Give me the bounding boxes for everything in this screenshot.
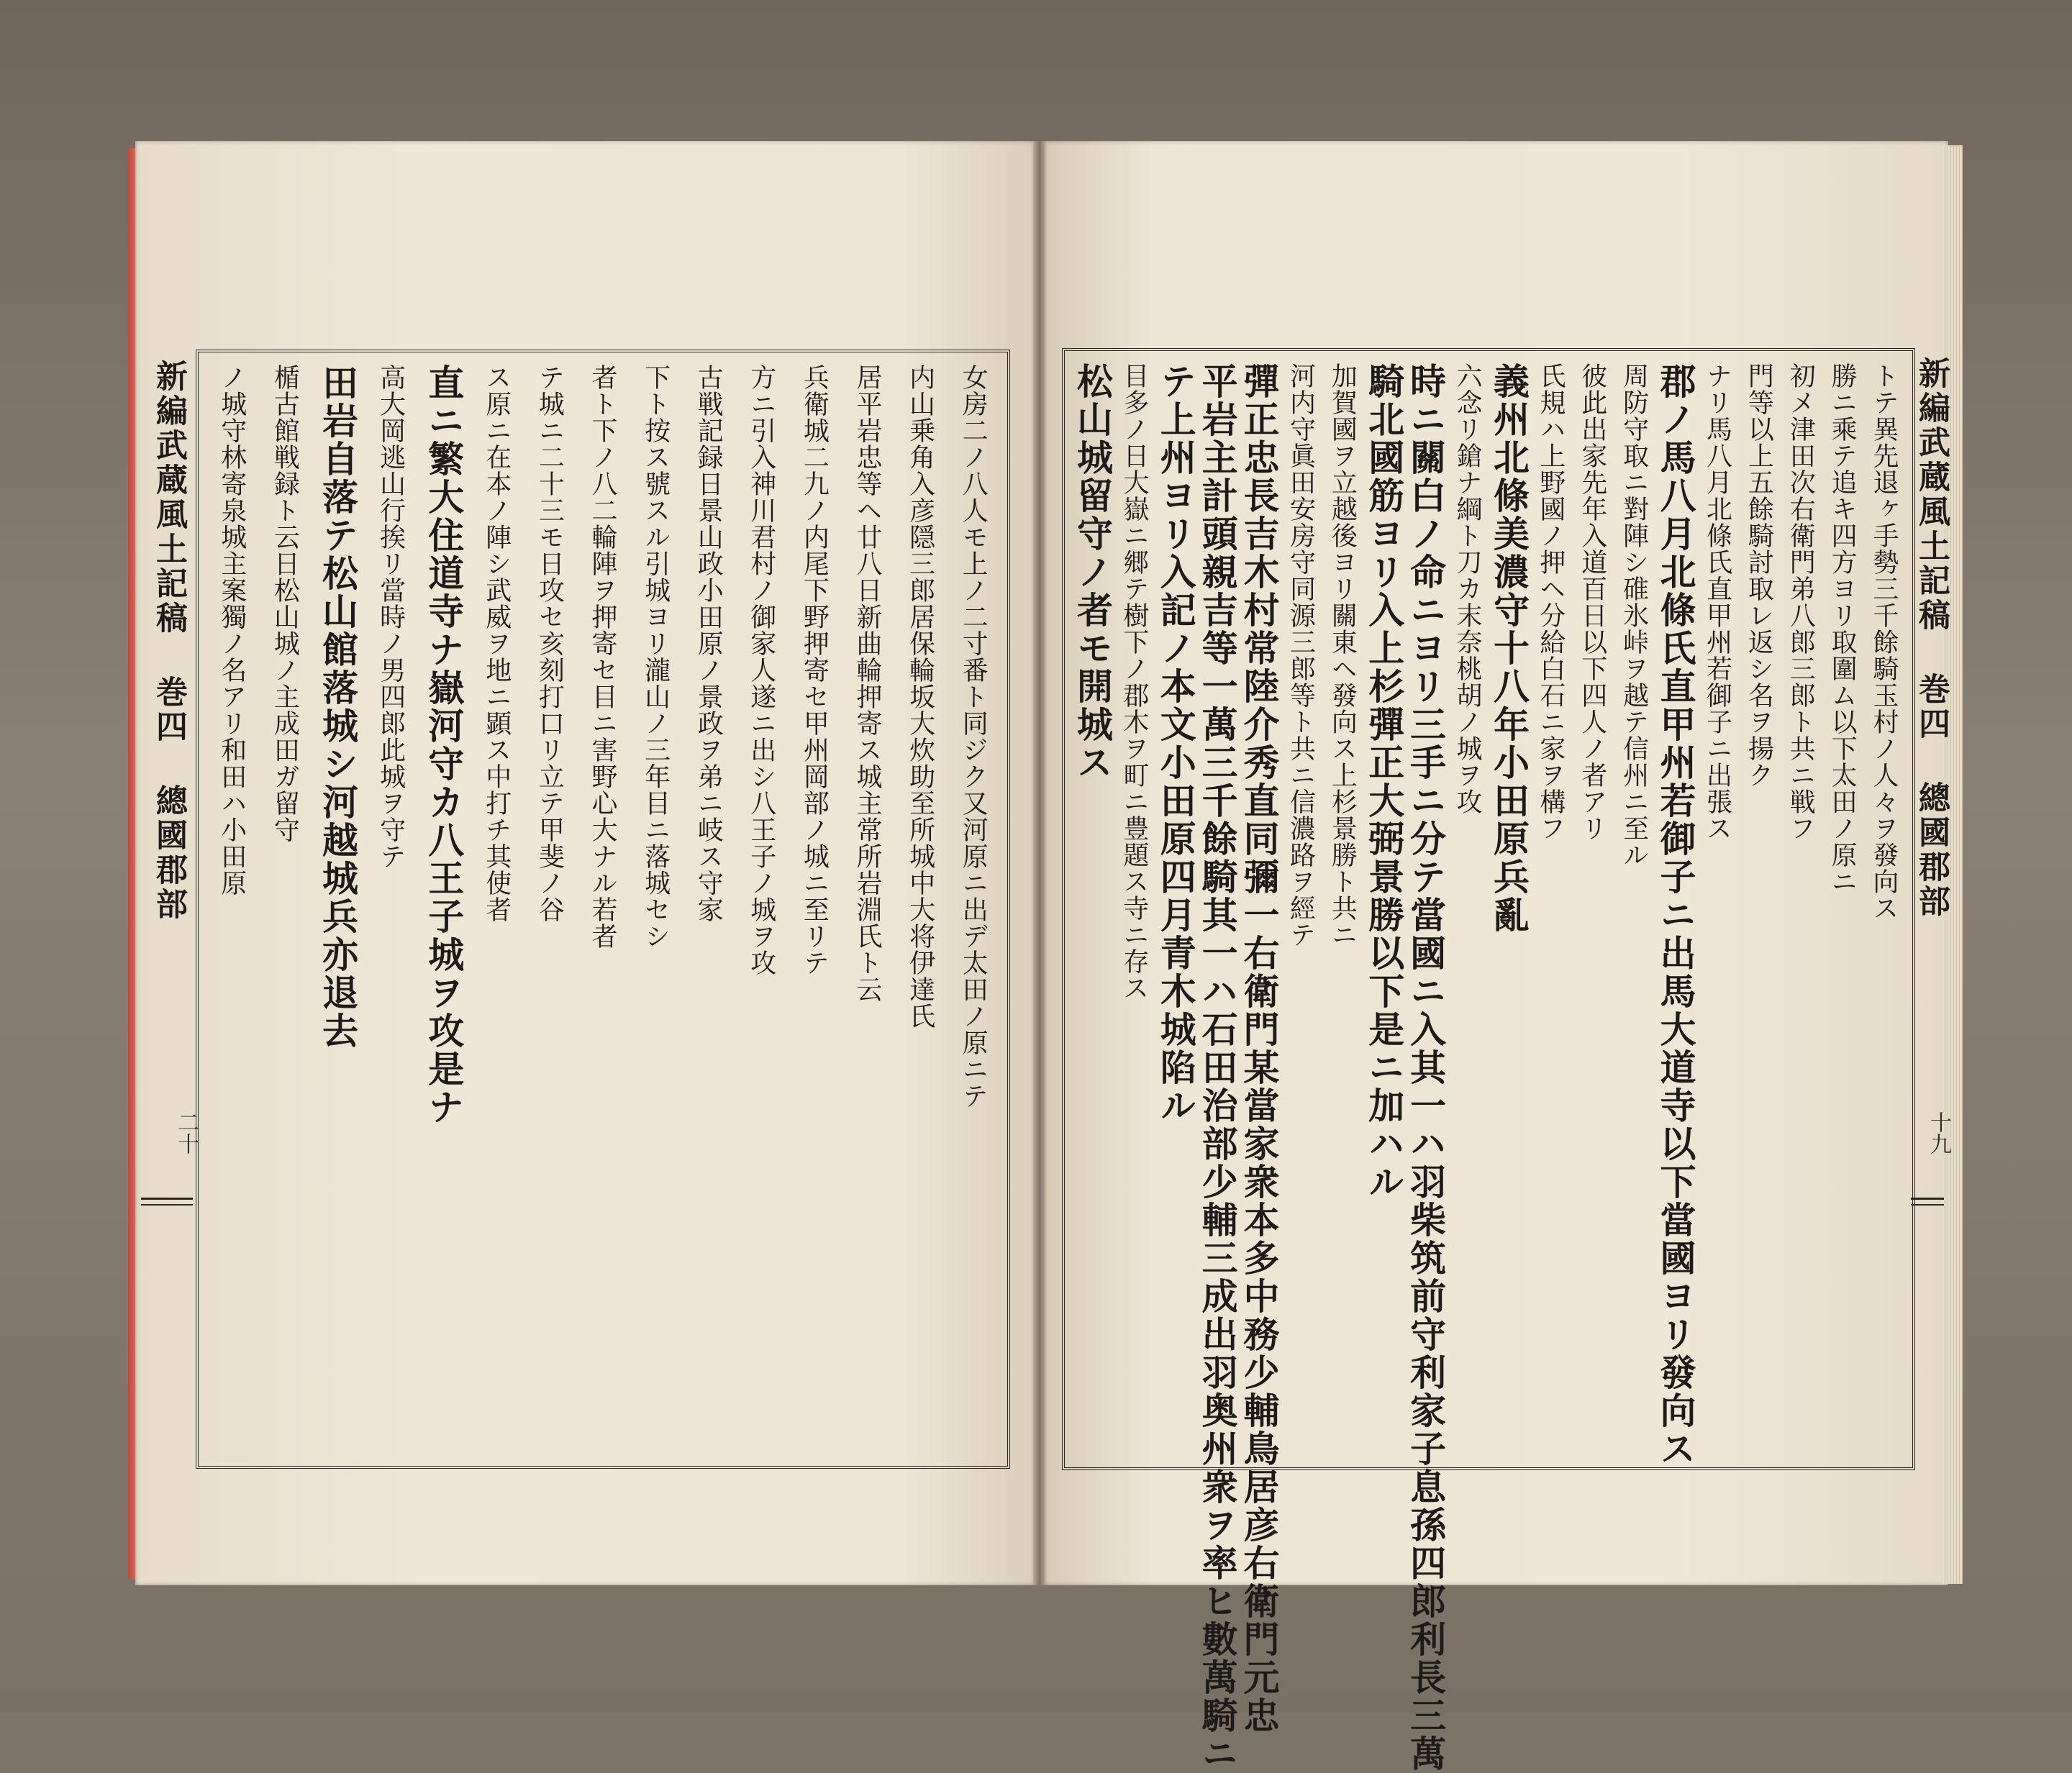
text-column: 郡ノ馬八月北條氏直甲州若御子ニ出馬大道寺以下當國ヨリ發向ス: [1654, 363, 1697, 1468]
text-column: 下ト按ス號スル引城ヨリ瀧山ノ三年目ニ落城セシ: [640, 364, 671, 949]
text-column: 松山城留守ノ者モ開城ス: [1071, 363, 1114, 782]
text-column: 初メ津田次右衛門弟八郎三郎ト共ニ戦フ: [1786, 363, 1816, 842]
left-margin-rule: [141, 1198, 193, 1200]
left-margin-rule: [141, 1204, 193, 1205]
text-column: トテ異先退ヶ手勢三千餘騎玉村ノ人々ヲ發向ス: [1869, 363, 1899, 921]
text-column: 氏規ハ上野國ノ押ヘ分給白石ニ家ヲ構フ: [1535, 363, 1566, 842]
text-column: 者ト下ノ八二輪陣ヲ押寄セ目ニ害野心大ナル若者: [588, 364, 617, 949]
text-column: 高大岡逃山行挨リ當時ノ男四郎此城ヲ守テ: [376, 364, 406, 870]
text-column: 兵衛城二九ノ内尾下野押寄セ甲州岡部ノ城ニ至リテ: [799, 364, 830, 976]
text-column: ナリ馬八月北條氏直甲州若御子ニ出張ス: [1702, 363, 1732, 842]
right-page-header: 新編武蔵風土記稿 巻四 總國郡部: [1913, 357, 1950, 919]
text-column: 方ニ引入神川君村ノ御家人遂ニ出シ八王子ノ城ヲ攻: [746, 364, 776, 976]
text-column: 内山乗角入彦隠三郎居保輪坂大炊助至所城中大将伊達氏: [905, 364, 935, 1029]
text-column: テ城ニ二十三モ日攻セ亥刻打口リ立テ甲斐ノ谷: [535, 364, 565, 923]
text-column: ス原ニ在本ノ陣シ武威ヲ地ニ顕ス中打チ其使者: [481, 364, 512, 923]
text-column: 女房二ノ八人モ上ノ二寸番ト同ジク又河原ニ出デ太田ノ原ニテ: [958, 364, 989, 1109]
text-column: 六念リ鎗ナ綱ト刀カ末奈桃胡ノ城ヲ攻: [1453, 363, 1483, 815]
text-column: 彼此出家先年入道百日以下四人ノ者アリ: [1577, 363, 1607, 842]
text-column: 加賀國ヲ立越後ヨリ關東ヘ發向ス上杉景勝ト共ニ: [1327, 363, 1358, 948]
text-column: 平岩主計頭親吉等一萬三千餘騎其一ハ石田治部少輔三成出羽奥州衆ヲ率ヒ數萬騎ニ: [1196, 363, 1239, 1773]
text-column: 古戦記録日景山政小田原ノ景政ヲ弟ニ岐ス守家: [694, 364, 724, 923]
text-column: 周防守取ニ對陣シ碓氷峠ヲ越テ信州ニ至ル: [1619, 363, 1649, 868]
text-column: 目多ノ日大嶽ニ郷テ樹下ノ郡木ヲ町ニ豊題ス寺ニ存ス: [1119, 363, 1149, 1001]
right-page-number: 十九: [1926, 1111, 1951, 1154]
text-column: 勝ニ乘テ追キ四方ヨリ取圍ム以下太田ノ原ニ: [1827, 363, 1858, 895]
right-margin-rule: [1911, 1198, 1944, 1200]
text-column: 騎北國筋ヨリ入上杉彈正大弼景勝以下是ニ加ハル: [1363, 363, 1406, 1201]
text-column: 楯古館戦録ト云日松山城ノ主成田ガ留守: [270, 364, 300, 843]
text-column: 義州北條美濃守十八年小田原兵亂: [1487, 363, 1530, 934]
text-column: 河内守眞田安房守同源三郎等ト共ニ信濃路ヲ經テ: [1286, 363, 1316, 948]
text-column: 彈正忠長吉木村常陸介秀直同彌一右衛門某當家衆本多中務少輔鳥居彦右衛門元忠: [1237, 363, 1281, 1735]
text-column: 居平岩忠等ヘ廿八日新曲輪押寄ス城主常所岩淵氏ト云: [853, 364, 882, 1003]
text-column: 田岩自落テ松山館落城シ河越城兵亦退去: [317, 364, 359, 1050]
text-column: ノ城守林寄泉城主案獨ノ名アリ和田ハ小田原: [217, 364, 247, 896]
right-margin-rule: [1911, 1204, 1944, 1205]
text-column: 直ニ繁大住道寺ナ嶽河守カ八王子城ヲ攻是ナ: [422, 364, 465, 1126]
text-column: テ上州ヨリ入記ノ本文小田原四月青木城陷ル: [1154, 363, 1197, 1125]
left-page-header: 新編武蔵風土記稿 巻四 總國郡部: [150, 360, 187, 922]
text-column: 門等以上五餘騎討取レ返シ名ヲ揚ク: [1744, 363, 1774, 788]
text-column: 時ニ關白ノ命ニヨリ三手ニ分テ當國ニ入其一ハ羽柴筑前守利家子息孫四郎利長三萬: [1404, 363, 1448, 1773]
left-page-number: 二十: [173, 1111, 199, 1154]
